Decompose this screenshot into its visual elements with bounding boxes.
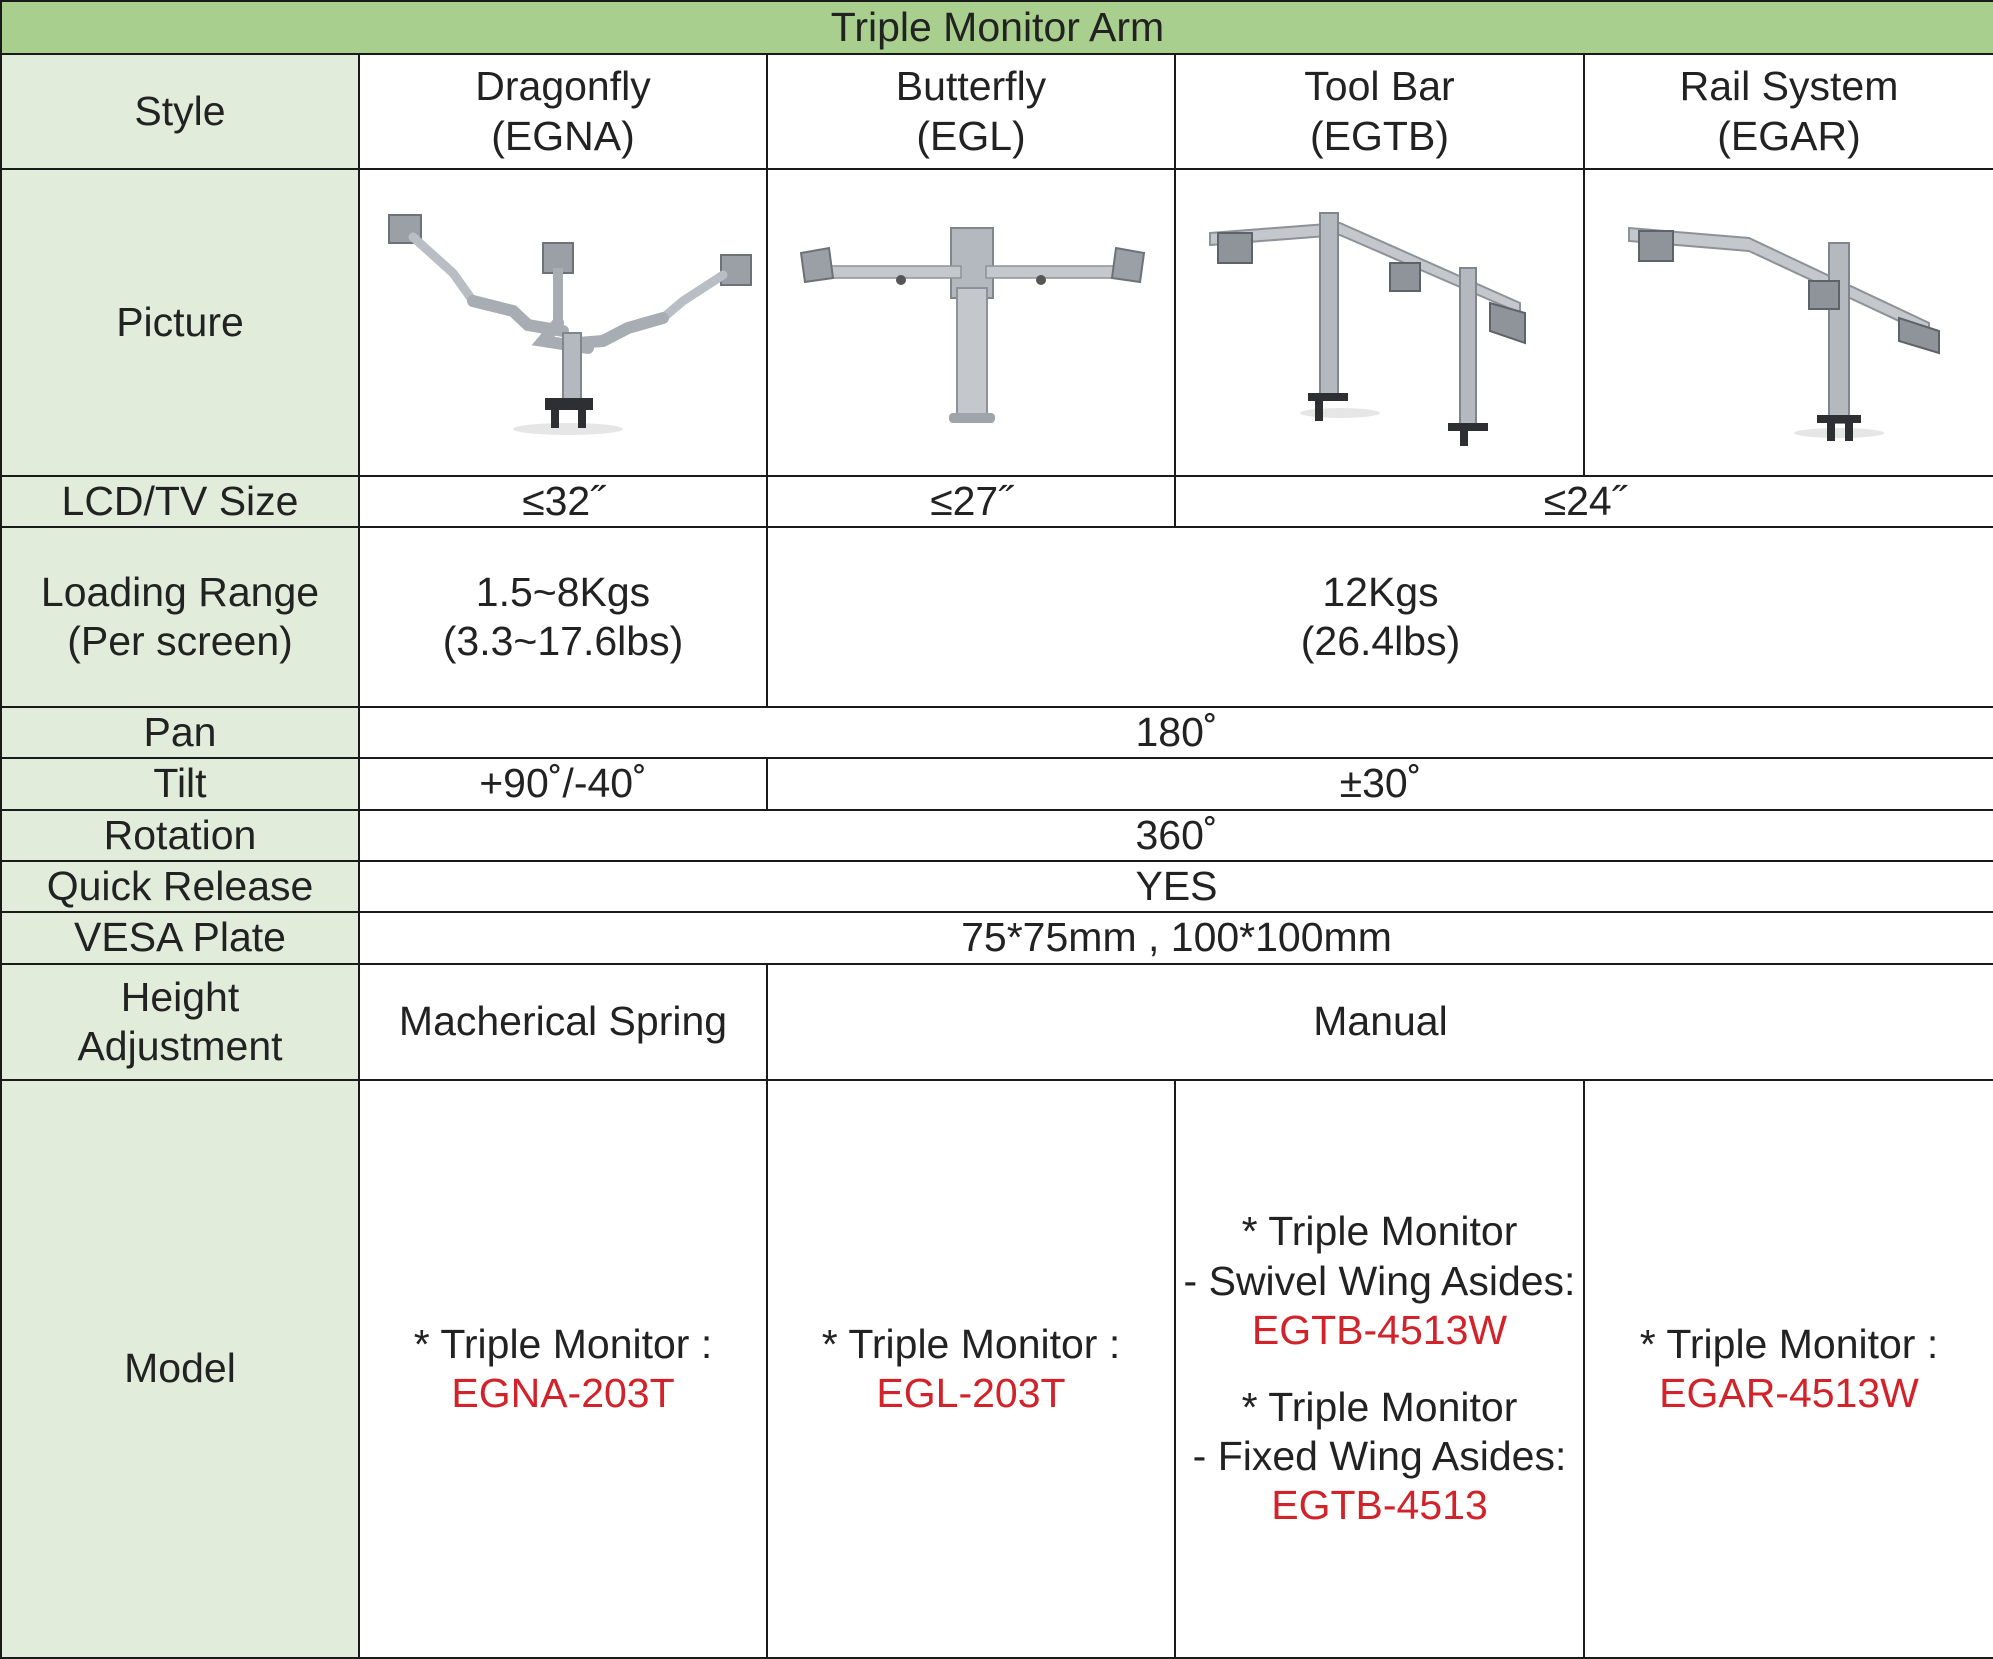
dragonfly-arm-image [373, 193, 753, 453]
loading-value-kg: 1.5~8Kgs [475, 569, 651, 615]
model-caption: * Triple Monitor : [1639, 1320, 1939, 1367]
tilt-dragonfly: +90˚/-40˚ [359, 758, 767, 809]
tool-bar-arm-image [1190, 193, 1570, 453]
quick-release-row [1, 861, 1993, 912]
style-code: (EGTB) [1310, 112, 1449, 159]
model-label: Model [1, 1080, 359, 1658]
style-row [1, 54, 1993, 169]
loading-label [1, 527, 359, 707]
loading-value-kg: 12Kgs [1322, 569, 1439, 615]
picture-dragonfly [359, 169, 767, 476]
quick-release-value: YES [359, 861, 1993, 912]
picture-label: Picture [1, 169, 359, 476]
style-rail-system [1584, 54, 1993, 169]
tilt-row [1, 758, 1993, 809]
style-code: (EGL) [916, 112, 1026, 159]
model-spacer [1176, 1355, 1583, 1383]
height-dragonfly: Macherical Spring [359, 964, 767, 1080]
style-name: Butterfly [895, 63, 1047, 110]
vesa-label: VESA Plate [1, 912, 359, 964]
title-row [1, 1, 1993, 54]
model-tool-bar [1175, 1080, 1584, 1658]
model-code: EGTB-4513 [1271, 1482, 1488, 1529]
butterfly-arm-image [781, 208, 1161, 438]
model-caption: - Fixed Wing Asides: [1192, 1433, 1567, 1480]
table-title: Triple Monitor Arm [1, 1, 1993, 54]
model-caption: * Triple Monitor [1241, 1208, 1518, 1255]
rotation-value: 360˚ [359, 810, 1993, 861]
model-caption: * Triple Monitor : [821, 1320, 1121, 1367]
model-code: EGNA-203T [451, 1369, 675, 1416]
model-dragonfly [359, 1080, 767, 1658]
style-name: Dragonfly [475, 63, 651, 110]
vesa-row [1, 912, 1993, 964]
quick-release-label: Quick Release [1, 861, 359, 912]
model-code: EGTB-4513W [1251, 1306, 1508, 1353]
model-caption: * Triple Monitor : [413, 1320, 713, 1367]
style-tool-bar [1175, 54, 1584, 169]
model-rail-system [1584, 1080, 1993, 1658]
picture-rail-system [1584, 169, 1993, 476]
style-code: (EGAR) [1717, 112, 1861, 159]
height-label-line2: Adjustment [77, 1022, 283, 1069]
height-others: Manual [767, 964, 1993, 1080]
lcd-dragonfly: ≤32˝ [359, 476, 767, 527]
style-label: Style [1, 54, 359, 169]
style-code: (EGNA) [491, 112, 635, 159]
loading-row [1, 527, 1993, 707]
loading-others [767, 527, 1993, 707]
loading-label-line1: Loading Range [40, 569, 320, 615]
pan-label: Pan [1, 707, 359, 758]
loading-dragonfly [359, 527, 767, 707]
loading-value-lbs: (3.3~17.6lbs) [442, 618, 684, 665]
lcd-label: LCD/TV Size [1, 476, 359, 527]
lcd-others: ≤24˝ [1175, 476, 1993, 527]
lcd-row [1, 476, 1993, 527]
height-row [1, 964, 1993, 1080]
vesa-value: 75*75mm , 100*100mm [359, 912, 1993, 964]
style-name: Rail System [1679, 63, 1899, 110]
picture-butterfly [767, 169, 1175, 476]
tilt-label: Tilt [1, 758, 359, 809]
model-code: EGL-203T [876, 1369, 1066, 1416]
model-caption: * Triple Monitor [1241, 1383, 1518, 1430]
loading-value-lbs: (26.4lbs) [1300, 618, 1461, 665]
pan-value: 180˚ [359, 707, 1993, 758]
model-butterfly [767, 1080, 1175, 1658]
model-caption: - Swivel Wing Asides: [1183, 1257, 1576, 1304]
style-butterfly [767, 54, 1175, 169]
picture-tool-bar [1175, 169, 1584, 476]
lcd-butterfly: ≤27˝ [767, 476, 1175, 527]
tilt-others: ±30˚ [767, 758, 1993, 809]
height-label-line1: Height [120, 973, 240, 1020]
rotation-label: Rotation [1, 810, 359, 861]
pan-row [1, 707, 1993, 758]
height-label [1, 964, 359, 1080]
model-code: EGAR-4513W [1659, 1369, 1919, 1416]
loading-label-line2: (Per screen) [67, 618, 293, 665]
style-name: Tool Bar [1304, 63, 1455, 110]
style-dragonfly [359, 54, 767, 169]
rotation-row [1, 810, 1993, 861]
rail-system-arm-image [1599, 193, 1979, 453]
picture-row [1, 169, 1993, 476]
model-row [1, 1080, 1993, 1658]
